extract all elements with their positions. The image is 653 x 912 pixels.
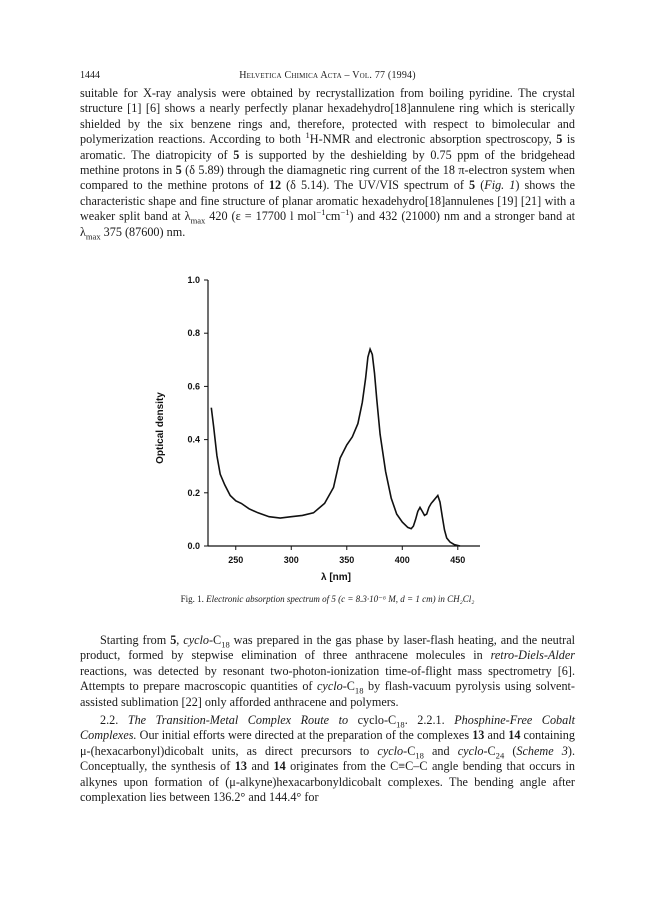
y-tick-label: 0.4 — [187, 434, 200, 445]
page-number: 1444 — [80, 70, 100, 81]
caption-text: Electronic absorption spectrum of 5 (c = 8.3·10⁻⁶ M, d = 1 cm) in CH₂Cl₂ — [203, 594, 475, 604]
journal-title: Helvetica Chimica Acta – Vol. 77 (1994) — [239, 70, 416, 81]
x-tick-label: 350 — [339, 555, 355, 565]
uv-vis-spectrum-chart — [150, 268, 510, 590]
x-tick-label: 300 — [283, 555, 299, 565]
compound-ref: 5 — [233, 147, 240, 162]
paragraph-2: Starting from 5, cyclo-$C_{18}$ was prepared in the gas phase by laser-flash heating, and the neutral product, formed by stepwise elimination of three anthracene molecules in retro-Diels-Alder reactions, was detected by resonant two-photon-ionization time-of-flight mass spectrometry [6]. Attempts to prepare macroscopic quantities of cyclo-$C_{18}$ by flash-vacuum pyrolysis using solvent-assisted sublimation [22] only afforded anthracene and polymers. — [80, 633, 575, 709]
x-tick-label: 400 — [394, 555, 410, 565]
absorption-curve — [211, 349, 460, 546]
y-axis-label: Optical density — [155, 392, 166, 464]
figure-ref: Fig. 1 — [484, 178, 516, 193]
compound-ref: 5 — [556, 132, 563, 147]
x-tick-label: 450 — [450, 555, 466, 565]
caption-label: Fig. 1. — [180, 594, 204, 604]
y-tick-label: 0.0 — [187, 541, 200, 551]
y-tick-label: 0.8 — [187, 328, 200, 339]
compound-ref: 12 — [268, 178, 282, 193]
chart-axes — [208, 280, 480, 546]
running-header — [80, 70, 575, 84]
compound-ref: 5 — [175, 163, 182, 178]
compound-ref: 5 — [469, 178, 476, 193]
y-tick-label: 0.2 — [187, 487, 200, 498]
y-tick-label: 1.0 — [187, 275, 200, 285]
paragraph-1: suitable for X-ray analysis were obtained by recrystallization from boiling pyridine. The crystal structure [1] [6] shows a nearly perfectly planar hexadehydro[18]annulene ring which is sterically shielded by the six benzene rings and, therefore, protected with respect to bimolecular and polymerization reactions. According to both $^1$H-NMR and electronic absorption spectroscopy, 5 is aromatic. The diatropicity of 5 is supported by the deshielding by 0.75 ppm of the bridgehead methine protons in 5 (δ 5.89) through the diamagnetic ring current of the 18 π-electron system when compared to the methine protons of 12 (δ 5.14). The UV/VIS spectrum of 5 (Fig. 1) shows the characteristic shape and fine structure of planar aromatic hexadehydro[18]annulenes [19] [21] with a weaker split band at $\lambda_{max}$ 420 (ε = 17700 l $mol^{-1}cm^{-1}$) and 432 (21000) nm and a stronger band at $\lambda_{max}$ 375 (87600) nm. — [80, 86, 575, 242]
chart-ticks — [187, 275, 465, 565]
figure-caption — [80, 594, 575, 605]
y-tick-label: 0.6 — [187, 381, 200, 392]
x-tick-label: 250 — [228, 555, 244, 565]
paragraph-3: 2.2. The Transition-Metal Complex Route to cyclo-$C_{18}$. 2.2.1. Phosphine-Free Cobalt Complexes. Our initial efforts were directed at the preparation of the complexes 13 and 14 containing μ-(hexacarbonyl)dicobalt units, as direct precursors to cyclo-$C_{18}$ and cyclo-$C_{24}$ (Scheme 3). Conceptually, the synthesis of 13 and 14 originates from the C≡C–C angle bending that occurs in alkynes upon formation of (μ-alkyne)hexacarbonyldicobalt complexes. The bending angle after complexation lies between 136.2° and 144.4° for — [80, 713, 575, 805]
x-axis-label: λ [nm] — [321, 572, 351, 583]
